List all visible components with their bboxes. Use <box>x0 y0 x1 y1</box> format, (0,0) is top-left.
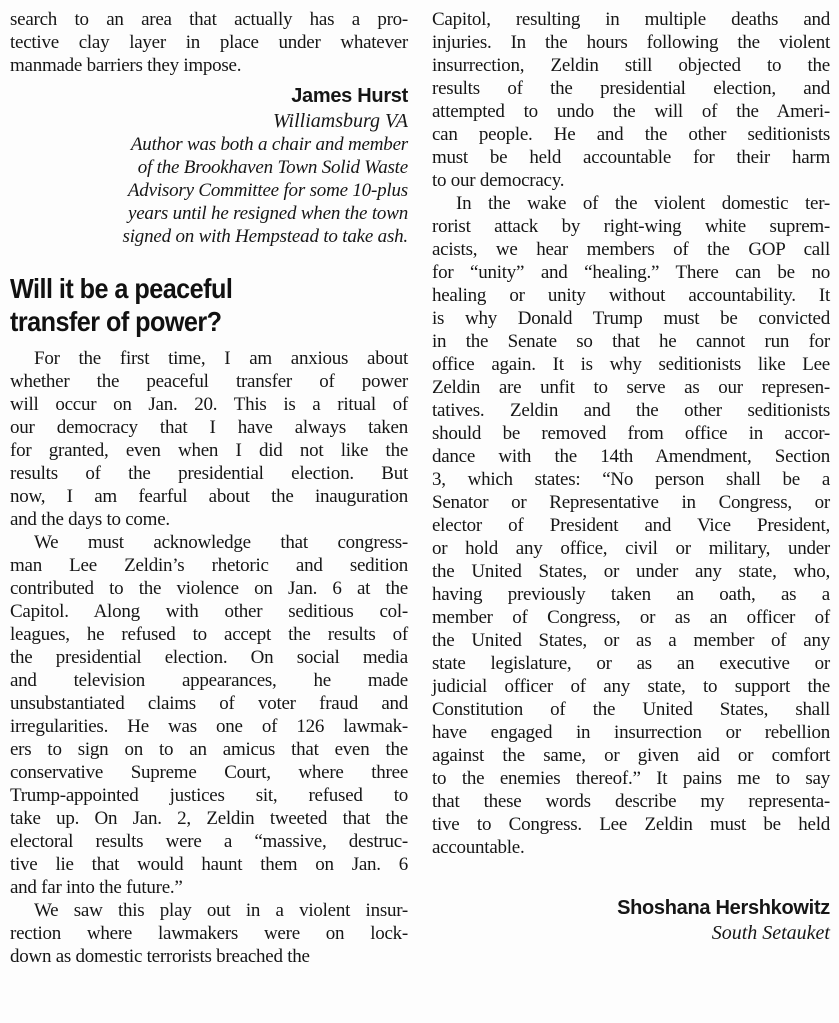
text-line: judicial officer of any state, to support the <box>432 676 830 697</box>
letter-continuation-paragraph <box>10 8 408 77</box>
signature-name: Shoshana Hershkowitz <box>617 897 830 919</box>
text-line: tatives. Zeldin and the other seditionists <box>432 400 830 421</box>
text-line: member of Congress, or as an officer of <box>432 607 830 628</box>
author-note <box>10 133 408 248</box>
text-line: Zeldin are unfit to serve as our represen- <box>432 377 830 398</box>
text-line: of the Brookhaven Town Solid Waste <box>137 157 408 178</box>
text-line: man Lee Zeldin’s rhetoric and sedition <box>10 555 408 576</box>
text-line: attempted to undo the will of the Ameri- <box>432 101 830 122</box>
text-line: transfer of power? <box>10 306 222 337</box>
text-line: having previously taken an oath, as a <box>432 584 830 605</box>
text-line: Trump-appointed justices sit, refused to <box>10 785 408 806</box>
text-line: rection where lawmakers were on lock- <box>10 923 408 944</box>
text-line: Capitol. Along with other seditious col- <box>10 601 408 622</box>
text-line: tive lie that would haunt them on Jan. 6 <box>10 854 408 875</box>
text-line: Will it be a peaceful <box>10 273 233 304</box>
text-line: against the same, or given aid or comfort <box>432 745 830 766</box>
text-line: Senator or Representative in Congress, or <box>432 492 830 513</box>
text-line: tective clay layer in place under whatever <box>10 32 408 53</box>
text-line: and far into the future.” <box>10 877 183 898</box>
text-line: can people. He and the other seditionists <box>432 124 830 145</box>
text-line: results of the presidential election, and <box>432 78 830 99</box>
text-line: 3, which states: “No person shall be a <box>432 469 830 490</box>
text-line: our democracy that I have always taken <box>10 417 408 438</box>
body-paragraph <box>432 192 830 859</box>
text-line: in the Senate so that he cannot run for <box>432 331 830 352</box>
text-line: manmade barriers they impose. <box>10 55 242 76</box>
text-line: dance with the 14th Amendment, Section <box>432 446 830 467</box>
text-line: now, I am fearful about the inauguration <box>10 486 408 507</box>
signature-block <box>432 895 830 945</box>
text-line: to our democracy. <box>432 170 565 191</box>
text-line: elector of President and Vice President, <box>432 515 830 536</box>
text-line: insurrection, Zeldin still objected to the <box>432 55 830 76</box>
text-line: for “unity” and “healing.” There can be no <box>432 262 830 283</box>
text-line: Advisory Committee for some 10-plus <box>127 180 408 201</box>
text-line: conservative Supreme Court, where three <box>10 762 408 783</box>
text-line: We saw this play out in a violent insur- <box>34 900 408 921</box>
text-line: acists, we hear members of the GOP call <box>432 239 830 260</box>
text-line: must be held accountable for their harm <box>432 147 830 168</box>
text-line: Constitution of the United States, shall <box>432 699 830 720</box>
right-column <box>432 8 830 1023</box>
signature-name: James Hurst <box>291 85 408 107</box>
left-column <box>10 8 408 1023</box>
body-paragraph <box>10 899 408 968</box>
text-line: contributed to the violence on Jan. 6 at the <box>10 578 408 599</box>
text-line: leagues, he refused to accept the results of <box>10 624 408 645</box>
text-line: electoral results were a “massive, destruc- <box>10 831 408 852</box>
text-line: should be removed from office in accor- <box>432 423 830 444</box>
text-line: down as domestic terrorists breached the <box>10 946 310 967</box>
text-line: rorist attack by right-wing white suprem- <box>432 216 830 237</box>
text-line: injuries. In the hours following the violent <box>432 32 830 53</box>
signature-location: Williamsburg VA <box>273 110 408 132</box>
body-paragraph <box>10 531 408 899</box>
text-line: Author was both a chair and member <box>130 134 408 155</box>
text-line: and the days to come. <box>10 509 170 530</box>
text-line: irregularities. He was one of 126 lawmak- <box>10 716 408 737</box>
text-line: unsubstantiated claims of voter fraud and <box>10 693 408 714</box>
text-line: to the enemies thereof.” It pains me to say <box>432 768 830 789</box>
text-line: tive to Congress. Lee Zeldin must be held <box>432 814 830 835</box>
text-line: In the wake of the violent domestic ter- <box>456 193 830 214</box>
text-line: Capitol, resulting in multiple deaths and <box>432 9 830 30</box>
text-line: accountable. <box>432 837 525 858</box>
text-line: take up. On Jan. 2, Zeldin tweeted that the <box>10 808 408 829</box>
text-line: for granted, even when I did not like the <box>10 440 408 461</box>
text-line: and television appearances, he made <box>10 670 408 691</box>
text-line: search to an area that actually has a pro- <box>10 9 408 30</box>
text-line: the United States, or under any state, who, <box>432 561 830 582</box>
text-line: the presidential election. On social media <box>10 647 408 668</box>
text-line: will occur on Jan. 20. This is a ritual of <box>10 394 408 415</box>
text-line: results of the presidential election. But <box>10 463 408 484</box>
text-line: have engaged in insurrection or rebellion <box>432 722 830 743</box>
text-line: We must acknowledge that congress- <box>34 532 408 553</box>
signature-location: South Setauket <box>711 922 830 944</box>
body-paragraph-continuation <box>432 8 830 192</box>
letter-headline <box>10 272 368 338</box>
text-line: the United States, or as a member of any <box>432 630 830 651</box>
text-line: signed on with Hempstead to take ash. <box>122 226 408 247</box>
text-line: that these words describe my representa- <box>432 791 830 812</box>
text-line: or hold any office, civil or military, under <box>432 538 830 559</box>
text-line: years until he resigned when the town <box>127 203 408 224</box>
text-line: office again. It is why seditionists like Lee <box>432 354 830 375</box>
text-line: For the first time, I am anxious about <box>34 348 408 369</box>
text-line: state legislature, or as an executive or <box>432 653 830 674</box>
text-line: whether the peaceful transfer of power <box>10 371 408 392</box>
body-paragraph <box>10 347 408 531</box>
text-line: is why Donald Trump must be convicted <box>432 308 830 329</box>
text-line: ers to sign on to an amicus that even the <box>10 739 408 760</box>
text-line: healing or unity without accountability. It <box>432 285 830 306</box>
